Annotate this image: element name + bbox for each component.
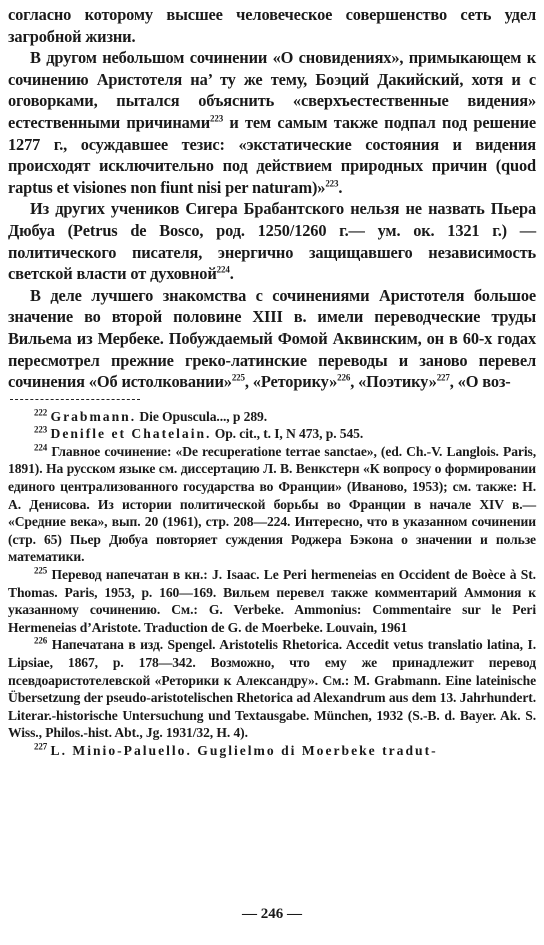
paragraph-1	[8, 4, 536, 47]
footnote-text: Напечатана в изд. Spengel. Aristotelis Rhetorica. Accedit vetus translatio latina, I. Lipsiae, 1867, p. 178—342. Возможно, что ему же принадлежит перевод псевдоаристотелевской «Реторики к Александру». См.: M. Grabmann. Eine lateinische Übersetzung der pseudo-aristotelischen Rhetorica ad Alexandrum aus dem 13. Jahrhundert. Literar.-historische Untersuchung und Textausgabe. München, 1932 (S.-B. d. Bayer. Ak. S. Wiss., Philos.-hist. Abt., Jg. 1931/32, H. 4).	[8, 637, 536, 741]
footnote-author: Denifle et Chatelain.	[50, 426, 212, 442]
footnote-ref: 223	[325, 178, 339, 189]
paragraph-text: , «Поэтику»	[350, 372, 437, 392]
footnote-226	[8, 636, 536, 742]
footnote-number: 223	[34, 424, 48, 435]
main-text	[8, 4, 536, 393]
paragraph-text: В деле лучшего знакомства с сочинениями Аристотеля большое значение во второй половине XIII в. имели переводческие труды Вильема из Мербеке. Побуждаемый Фомой Аквинским, он в 60-х годах пересмотрел прежние греко-латинские переводы и заново перевел сочинения «Об истолковании»	[8, 285, 536, 392]
footnote-number: 227	[34, 741, 48, 752]
footnote-225	[8, 566, 536, 636]
footnote-ref: 226	[337, 372, 351, 383]
footnote-223	[8, 425, 536, 443]
footnote-separator	[10, 399, 140, 400]
footnote-ref: 225	[231, 372, 245, 383]
footnote-ref: 223	[210, 113, 224, 124]
footnote-number: 222	[34, 407, 48, 418]
footnote-227	[8, 742, 536, 760]
paragraph-text: Из других учеников Сигера Брабантского нельзя не назвать Пьера Дюбуа (Petrus de Bosco, род. 1250/1260 г.— ум. ок. 1321 г.) — политического писателя, энергично защищавшего независимость светской власти от духовной	[8, 199, 536, 284]
paragraph-text: , «Реторику»	[244, 372, 338, 392]
footnote-text: L. Minio-Paluello. Guglielmo di Moerbeke tradut-	[50, 742, 438, 758]
paragraph-text: согласно которому высшее человеческое совершенство сеть удел загробной жизни.	[8, 5, 536, 46]
paragraph-text: и тем самым также подпал под решение 1277 г., осуждавшее тезис: «экстатические состояния и видения происходят исключительно под действием природных причин (quod raptus et visiones non fiunt nisi per naturam)»	[8, 112, 537, 197]
footnote-text: Перевод напечатан в кн.: J. Isaac. Le Peri hermeneias en Occident de Boèce à St. Thomas. Paris, 1953, p. 160—169. Вильем перевел также комментарий Аммония к указанному сочинению. См.: G. Verbeke. Ammonius: Commentaire sur le Peri Hermeneias d’Aristote. Traduction de G. de Moerbeke. Louvain, 1961	[8, 567, 536, 635]
footnote-text: Die Opuscula..., p 289.	[136, 408, 268, 424]
paragraph-text: В другом небольшом сочинении «О сновидениях», примыкающем к сочинению Аристотеля на’ ту же тему, Боэций Дакийский, хотя и с оговорками, пытался объяснить «сверхъестественные видения» естественными причинами	[8, 48, 536, 132]
paragraph-text: , «О воз-	[449, 372, 511, 392]
footnotes	[8, 408, 536, 760]
page-number: — 246 —	[242, 906, 302, 922]
footnote-ref: 224	[216, 264, 230, 275]
footnote-author: Grabmann.	[50, 408, 137, 424]
footnote-number: 225	[34, 565, 48, 576]
footnote-text: Главное сочинение: «De recuperatione terrae sanctae», (ed. Ch.-V. Langlois. Paris, 1891). На русском языке см. диссертацию Л. В. Венкстерн «К вопросу о формировании единого централизованного государства во Франции» (Иваново, 1953); см. также: Н. А. Денисова. Из истории политической борьбы во Франции в начале XIV в.— «Средние века», вып. 20 (1961), стр. 208—224. Интересно, что в указанном сочинении (стр. 65) Пьер Дюбуа повторяет суждения Роджера Бэкона о значении и пользе математики.	[8, 443, 536, 565]
punctuation: .	[338, 177, 343, 197]
footnote-text: Op. cit., t. I, N 473, p. 545.	[211, 426, 364, 442]
punctuation: .	[229, 264, 234, 284]
footnote-number: 224	[34, 442, 48, 453]
footnote-222	[8, 408, 536, 426]
paragraph-2	[8, 47, 536, 198]
paragraph-4	[8, 285, 536, 393]
footnote-number: 226	[34, 635, 48, 646]
paragraph-3	[8, 198, 536, 284]
footnote-224	[8, 443, 536, 566]
footnote-ref: 227	[436, 372, 450, 383]
